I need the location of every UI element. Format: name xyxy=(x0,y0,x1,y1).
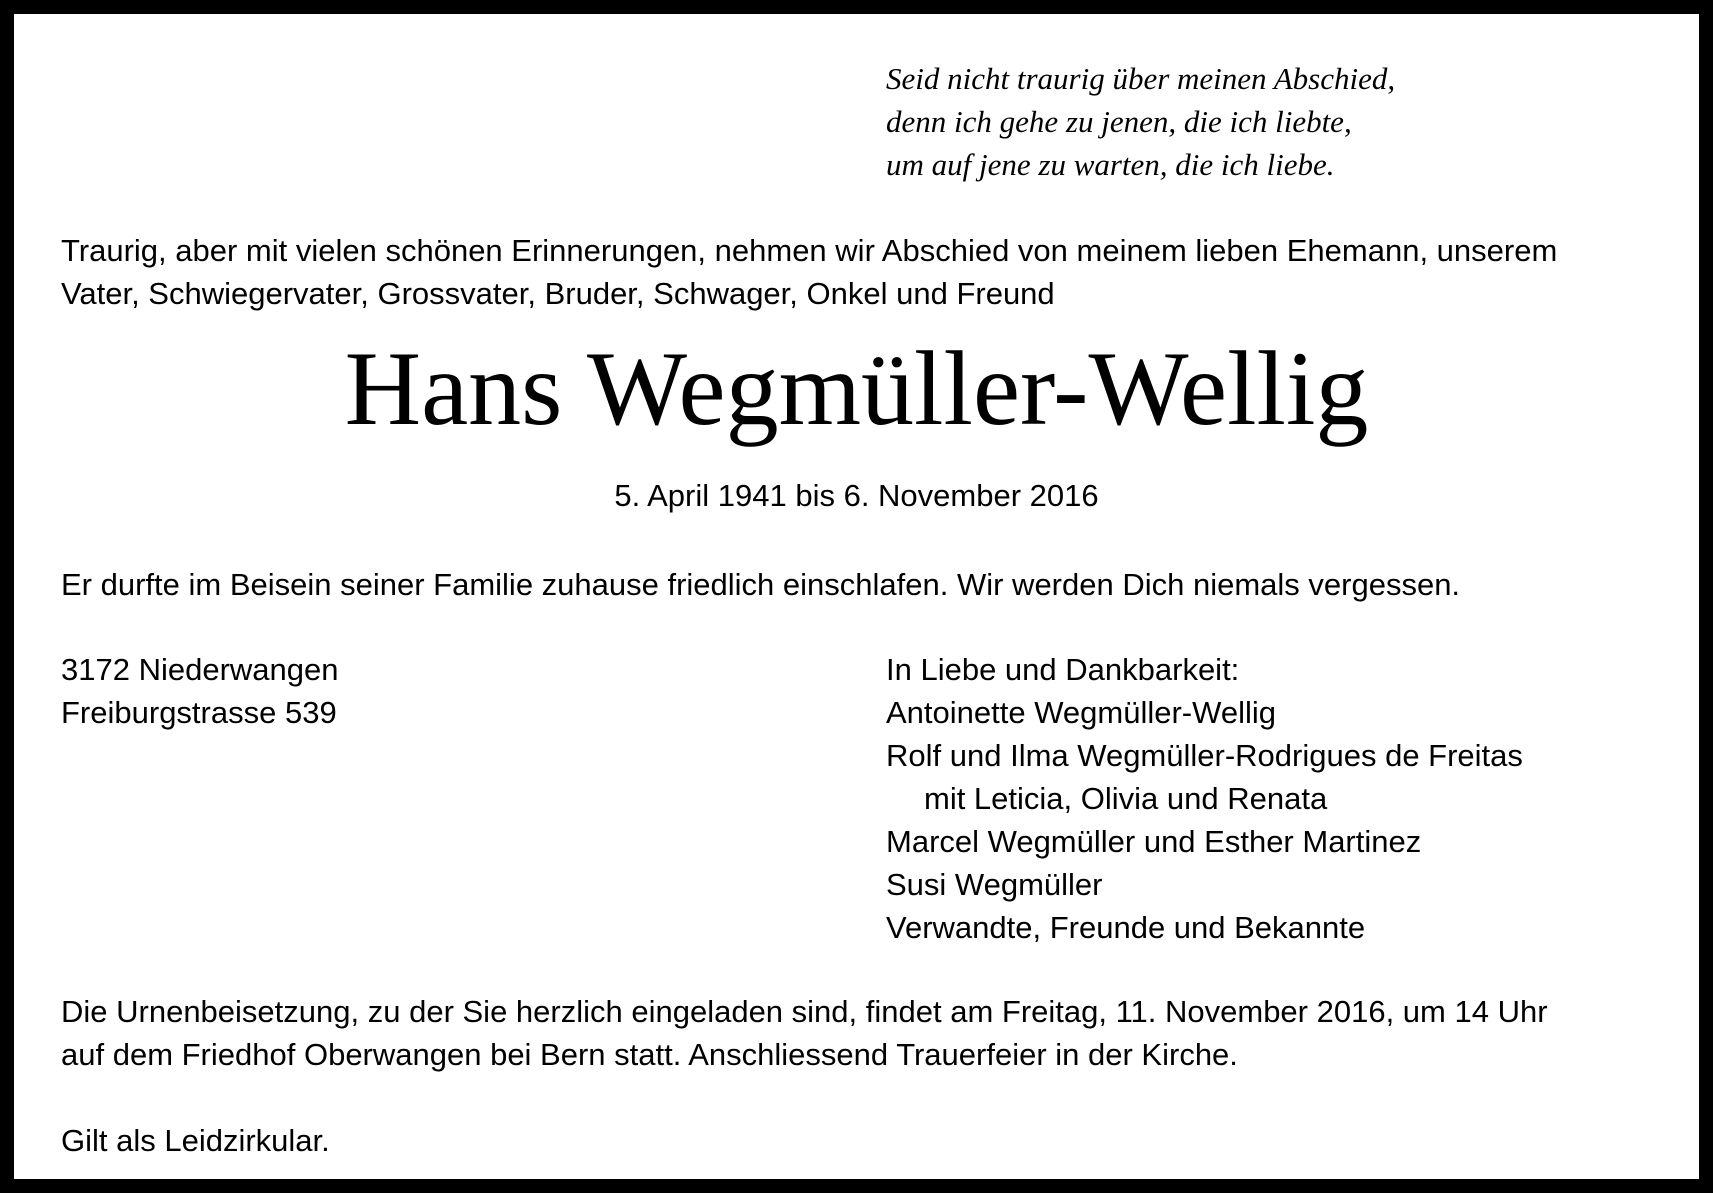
intro-text xyxy=(61,229,1557,315)
intro-line: Vater, Schwiegervater, Grossvater, Bruder, Schwager, Onkel und Freund xyxy=(61,276,1055,311)
address-line: Freiburgstrasse 539 xyxy=(61,695,337,730)
address-block xyxy=(61,648,339,734)
poem-line: Seid nicht traurig über meinen Abschied, xyxy=(886,61,1396,96)
mourner-entry: Rolf und Ilma Wegmüller-Rodrigues de Freitas xyxy=(886,738,1523,773)
closing-note: Gilt als Leidzirkular. xyxy=(61,1123,330,1158)
mourner-entry: Verwandte, Freunde und Bekannte xyxy=(886,910,1366,945)
intro-line: Traurig, aber mit vielen schönen Erinnerungen, nehmen wir Abschied von meinem lieben Ehemann, unserem xyxy=(61,233,1558,268)
funeral-line: auf dem Friedhof Oberwangen bei Bern statt. Anschliessend Trauerfeier in der Kirche. xyxy=(61,1037,1238,1072)
mourner-entry: Antoinette Wegmüller-Wellig xyxy=(886,695,1276,730)
mourner-entry: Susi Wegmüller xyxy=(886,867,1103,902)
deceased-name: Hans Wegmüller-Wellig xyxy=(344,330,1369,447)
funeral-details xyxy=(61,990,1548,1076)
poem-quote xyxy=(886,57,1395,186)
poem-line: denn ich gehe zu jenen, die ich liebte, xyxy=(886,104,1352,139)
mourner-entry: mit Leticia, Olivia und Renata xyxy=(924,781,1328,816)
life-dates: 5. April 1941 bis 6. November 2016 xyxy=(614,478,1099,513)
poem-line: um auf jene zu warten, die ich liebe. xyxy=(886,147,1335,182)
mourners-list xyxy=(886,648,1523,949)
address-line: 3172 Niederwangen xyxy=(61,652,339,687)
farewell-sentence: Er durfte im Beisein seiner Familie zuhause friedlich einschlafen. Wir werden Dich niemals vergessen. xyxy=(61,567,1461,602)
mourner-entry: Marcel Wegmüller und Esther Martinez xyxy=(886,824,1422,859)
funeral-line: Die Urnenbeisetzung, zu der Sie herzlich eingeladen sind, findet am Freitag, 11. November 2016, um 14 Uhr xyxy=(61,994,1548,1029)
mourners-heading: In Liebe und Dankbarkeit: xyxy=(886,652,1240,687)
